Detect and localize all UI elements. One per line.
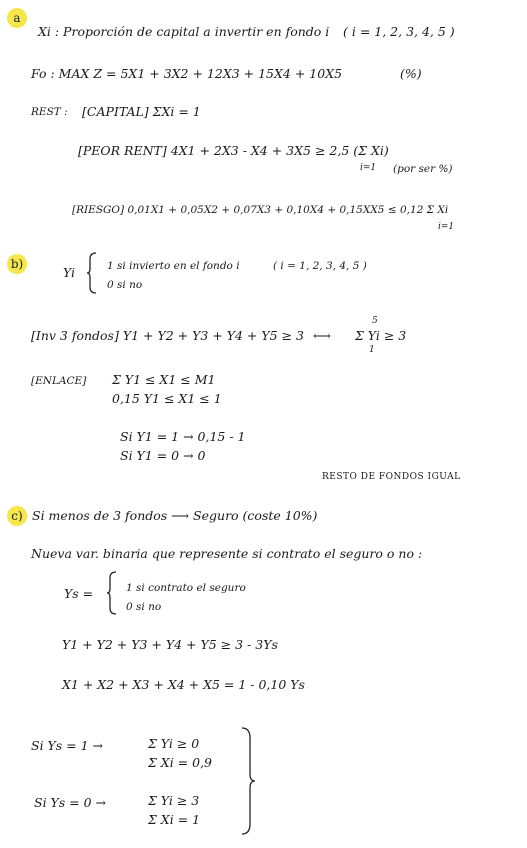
restrictions-label: REST : [31,106,68,118]
min-3-funds-constraint: [Inv 3 fondos] Y1 + Y2 + Y3 + Y4 + Y5 ≥ 3 [31,328,304,343]
ys-symbol: Ys = [64,586,94,601]
sum-superscript: 5 [372,316,378,326]
new-binary-variable: Nueva var. binaria que represente si contrato el seguro o no : [31,546,423,561]
riesgo-constraint: [RIESGO] 0,01X1 + 0,05X2 + 0,07X3 + 0,10X4 + 0,15XX5 ≤ 0,12 Σ Xi [72,204,449,216]
enlace-label: [ENLACE] [31,375,87,387]
yi-case-1: 1 si invierto en el fondo i [107,260,240,272]
case-ys-equals-1: Si Ys = 1 → [31,738,104,753]
peor-rent-subscript: i=1 [360,163,377,173]
riesgo-subscript: i=1 [438,222,455,232]
case-ys-1-sum-xi: Σ Xi = 0,9 [148,755,213,770]
case-ys-0-sum-xi: Σ Xi = 1 [148,812,201,827]
insurance-title: Si menos de 3 fondos ⟶ Seguro (coste 10%) [32,508,318,523]
variable-range: ( i = 1, 2, 3, 4, 5 ) [343,24,455,39]
equivalence-arrow: ⟷ [313,328,331,343]
left-brace-icon [86,251,98,295]
badge-c: c) [7,506,27,526]
variable-definition: Xi : Proporción de capital a invertir en fondo i [38,24,330,39]
yi-symbol: Yi [63,265,76,280]
peor-rent-note: (por ser %) [393,163,453,175]
insurance-constraint-x: X1 + X2 + X3 + X4 + X5 = 1 - 0,10 Ys [62,677,305,692]
yi-case-0: 0 si no [107,279,143,291]
objective-unit: (%) [400,66,422,81]
enlace-line-2: 0,15 Y1 ≤ X1 ≤ 1 [112,391,222,406]
yi-case-range: ( i = 1, 2, 3, 4, 5 ) [273,260,367,272]
sum-subscript: 1 [369,345,375,355]
objective-function: Fo : MAX Z = 5X1 + 3X2 + 12X3 + 15X4 + 10X5 [31,66,343,81]
right-brace-icon [240,726,256,836]
badge-b: b) [7,254,27,274]
ys-case-0: 0 si no [126,601,162,613]
case-ys-0-sum-yi: Σ Yi ≥ 3 [148,793,200,808]
insurance-constraint-y: Y1 + Y2 + Y3 + Y4 + Y5 ≥ 3 - 3Ys [62,637,278,652]
rest-of-funds-note: RESTO DE FONDOS IGUAL [322,472,461,482]
case-y1-equals-0: Si Y1 = 0 → 0 [120,448,206,463]
peor-rent-constraint: [PEOR RENT] 4X1 + 2X3 - X4 + 3X5 ≥ 2,5 (Σ Xi) [78,143,389,158]
sum-yi-constraint: Σ Yi ≥ 3 [355,328,407,343]
case-y1-equals-1: Si Y1 = 1 → 0,15 - 1 [120,429,246,444]
case-ys-equals-0: Si Ys = 0 → [34,795,107,810]
capital-constraint: [CAPITAL] ΣXi = 1 [82,104,201,119]
left-brace-icon [106,570,118,616]
enlace-line-1: Σ Y1 ≤ X1 ≤ M1 [112,372,216,387]
case-ys-1-sum-yi: Σ Yi ≥ 0 [148,736,200,751]
ys-case-1: 1 si contrato el seguro [126,582,246,594]
badge-a: a [7,8,27,28]
